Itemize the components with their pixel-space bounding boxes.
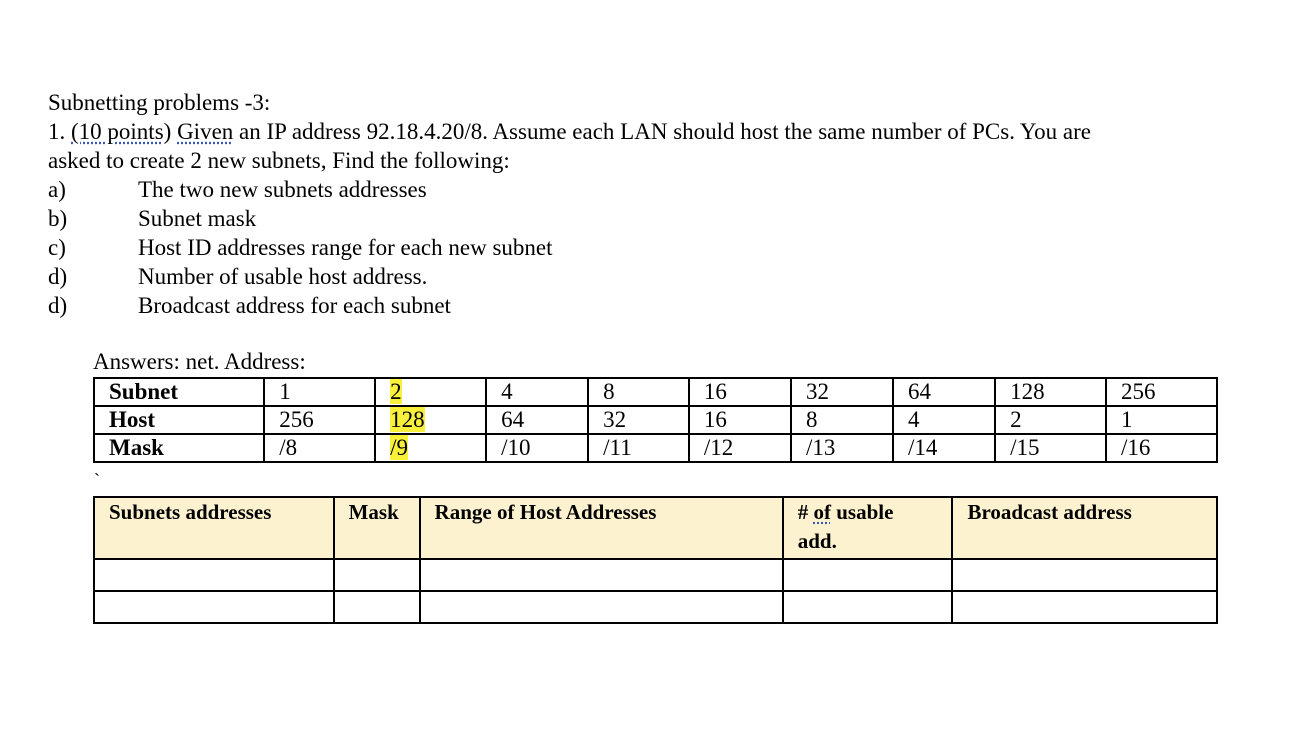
list-text: Broadcast address for each subnet bbox=[138, 293, 451, 318]
table-cell: /13 bbox=[791, 434, 893, 462]
empty-cell[interactable] bbox=[783, 559, 953, 591]
list-text: The two new subnets addresses bbox=[138, 177, 427, 202]
list-text: Subnet mask bbox=[138, 206, 257, 231]
answer-table bbox=[93, 496, 1218, 624]
empty-cell[interactable] bbox=[952, 591, 1217, 623]
table-row bbox=[94, 406, 1217, 434]
problem-given: Given bbox=[177, 119, 234, 144]
table-cell: 4 bbox=[486, 378, 588, 406]
highlighted-cell: 128 bbox=[375, 406, 486, 434]
task-list bbox=[48, 175, 1268, 320]
list-item bbox=[48, 291, 1268, 320]
table-cell: 8 bbox=[588, 378, 689, 406]
table-cell: 64 bbox=[486, 406, 588, 434]
tick-mark: ` bbox=[94, 470, 100, 490]
table-cell: 256 bbox=[264, 406, 375, 434]
table-cell: /10 bbox=[486, 434, 588, 462]
subnet-reference-table bbox=[93, 377, 1218, 463]
empty-cell[interactable] bbox=[420, 591, 783, 623]
list-item bbox=[48, 175, 1268, 204]
table-cell: 8 bbox=[791, 406, 893, 434]
empty-cell[interactable] bbox=[94, 591, 334, 623]
heading: Subnetting problems -3: bbox=[48, 90, 271, 115]
table-cell: 256 bbox=[1106, 378, 1217, 406]
table-row bbox=[94, 434, 1217, 462]
table-cell: 1 bbox=[1106, 406, 1217, 434]
table-cell: /11 bbox=[588, 434, 689, 462]
header-broadcast: Broadcast address bbox=[952, 497, 1217, 559]
empty-cell[interactable] bbox=[94, 559, 334, 591]
table-cell: /16 bbox=[1106, 434, 1217, 462]
header-subnets-addresses: Subnets addresses bbox=[94, 497, 334, 559]
table-cell: 32 bbox=[588, 406, 689, 434]
empty-cell[interactable] bbox=[420, 559, 783, 591]
table-cell: 1 bbox=[264, 378, 375, 406]
table-row bbox=[94, 378, 1217, 406]
table-cell: 2 bbox=[995, 406, 1106, 434]
table-header-row bbox=[94, 497, 1217, 559]
table-cell: /12 bbox=[689, 434, 791, 462]
empty-cell[interactable] bbox=[952, 559, 1217, 591]
list-letter: d) bbox=[48, 293, 68, 318]
problem-number: 1. bbox=[48, 119, 66, 144]
table-cell: 128 bbox=[995, 378, 1106, 406]
list-item bbox=[48, 204, 1268, 233]
list-letter: b) bbox=[48, 206, 68, 231]
answers-label: Answers: net. Address: bbox=[93, 349, 306, 374]
table-cell: /15 bbox=[995, 434, 1106, 462]
problem-points: (10 points) bbox=[71, 119, 172, 144]
list-letter: a) bbox=[48, 177, 66, 202]
table-cell: /8 bbox=[264, 434, 375, 462]
highlighted-cell: 2 bbox=[375, 378, 486, 406]
empty-cell[interactable] bbox=[334, 559, 420, 591]
row-label: Mask bbox=[94, 434, 264, 462]
table-cell: 4 bbox=[893, 406, 995, 434]
table-cell: 64 bbox=[893, 378, 995, 406]
empty-cell[interactable] bbox=[783, 591, 953, 623]
problem-line-1 bbox=[48, 117, 1268, 146]
table-cell: /14 bbox=[893, 434, 995, 462]
problem-line-2: asked to create 2 new subnets, Find the following: bbox=[48, 148, 510, 173]
empty-cell[interactable] bbox=[334, 591, 420, 623]
row-label: Subnet bbox=[94, 378, 264, 406]
list-text: Number of usable host address. bbox=[138, 264, 428, 289]
table-row bbox=[94, 559, 1217, 591]
table-row bbox=[94, 591, 1217, 623]
problem-text bbox=[48, 88, 1268, 320]
list-letter: c) bbox=[48, 235, 66, 260]
table-cell: 16 bbox=[689, 406, 791, 434]
list-text: Host ID addresses range for each new subnet bbox=[138, 235, 553, 260]
table-cell: 16 bbox=[689, 378, 791, 406]
row-label: Host bbox=[94, 406, 264, 434]
list-item bbox=[48, 262, 1268, 291]
header-mask: Mask bbox=[334, 497, 420, 559]
list-letter: d) bbox=[48, 264, 68, 289]
header-range: Range of Host Addresses bbox=[420, 497, 783, 559]
table-cell: 32 bbox=[791, 378, 893, 406]
header-usable: # of usable add. bbox=[783, 497, 953, 559]
highlighted-cell: /9 bbox=[375, 434, 486, 462]
problem-rest: an IP address 92.18.4.20/8. Assume each LAN should host the same number of PCs. You are bbox=[239, 119, 1092, 144]
list-item bbox=[48, 233, 1268, 262]
